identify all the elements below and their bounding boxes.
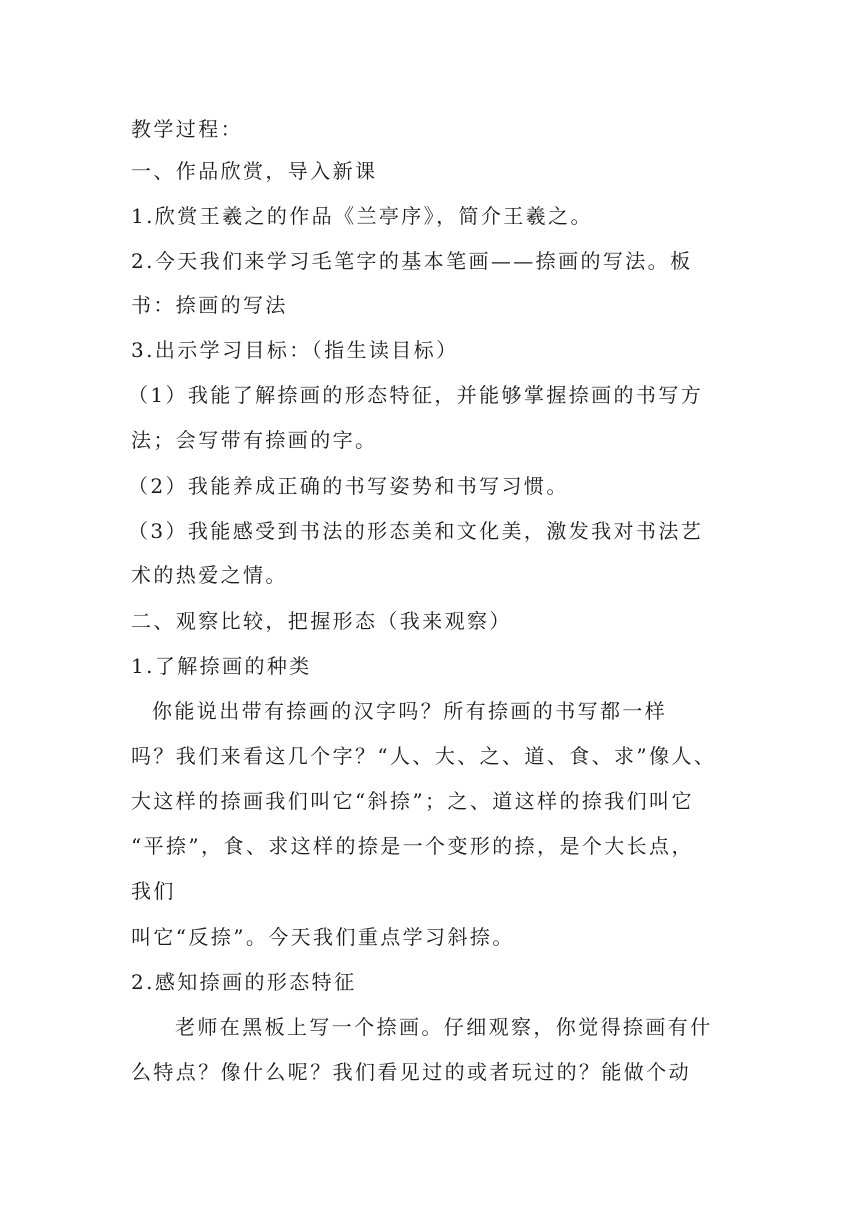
paragraph-line: 你能说出带有捺画的汉字吗？所有捺画的书写都一样 (152, 699, 668, 723)
paragraph-line: 2.感知捺画的形态特征 (131, 970, 357, 994)
paragraph-line: 吗？我们来看这几个字？“人、大、之、道、食、求”像人、 (131, 744, 717, 768)
paragraph-line: 大这样的捺画我们叫它“斜捺”；之、道这样的捺我们叫它 (131, 789, 694, 813)
paragraph-line: 么特点？像什么呢？我们看见过的或者玩过的？能做个动 (131, 1060, 691, 1084)
paragraph-line: 法；会写带有捺画的字。 (131, 428, 378, 452)
paragraph-line: 2.今天我们来学习毛笔字的基本笔画——捺画的写法。板 (131, 249, 693, 273)
paragraph-line: “平捺”，食、求这样的捺是一个变形的捺，是个大长点， (131, 834, 694, 858)
goal-item-1: （1）我能了解捺画的形态特征，并能够掌握捺画的书写方 (128, 383, 704, 407)
paragraph-line: 叫它“反捺”。今天我们重点学习斜捺。 (131, 925, 515, 949)
paragraph-line: 1.欣赏王羲之的作品《兰亭序》，简介王羲之。 (131, 204, 593, 228)
goal-item-2: （2）我能养成正确的书写姿势和书写习惯。 (128, 474, 569, 498)
paragraph-line: 老师在黑板上写一个捺画。仔细观察，你觉得捺画有什 (175, 1015, 713, 1039)
paragraph-line: 我们 (131, 879, 176, 903)
paragraph-line: 3.出示学习目标：（指生读目标） (131, 338, 459, 362)
section-heading-teaching-process: 教学过程： (131, 117, 243, 141)
paragraph-line: 术的热爱之情。 (131, 563, 288, 587)
section-heading-one: 一、作品欣赏，导入新课 (131, 159, 378, 183)
paragraph-line: 书：捺画的写法 (131, 293, 288, 317)
section-heading-two: 二、观察比较，把握形态（我来观察） (131, 609, 512, 633)
goal-item-3: （3）我能感受到书法的形态美和文化美，激发我对书法艺 (128, 519, 704, 543)
paragraph-line: 1.了解捺画的种类 (131, 654, 312, 678)
